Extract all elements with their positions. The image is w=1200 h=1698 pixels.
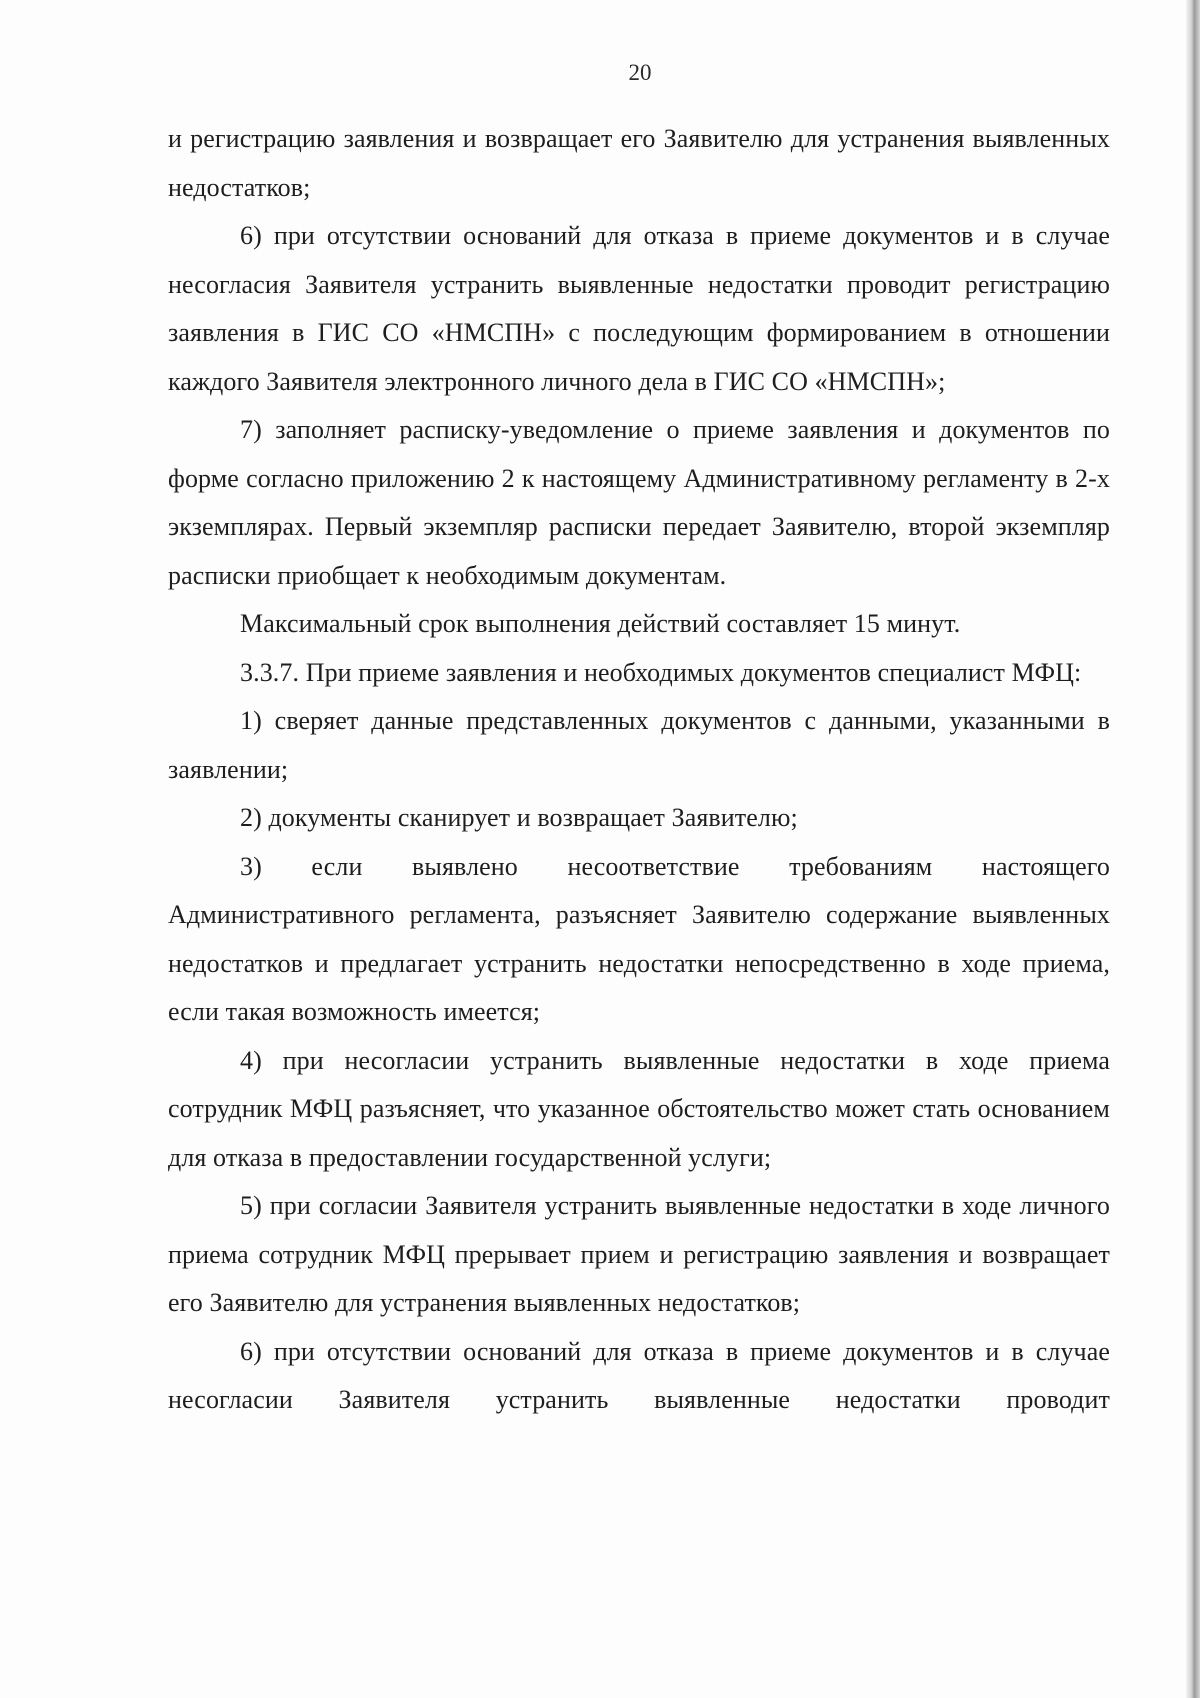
scan-edge-shadow	[1186, 0, 1200, 1698]
paragraph: 2) документы сканирует и возвращает Заявителю;	[240, 803, 798, 832]
paragraph: 1) сверяет данные представленных документов с данными, указанными в заявлении;	[168, 706, 1110, 784]
page-number: 20	[628, 60, 652, 85]
paragraph: 4) при несогласии устранить выявленные недостатки в ходе приема сотрудник МФЦ разъясняет, что указанное обстоятельство может стать основанием для отказа в предоставлении государственной услуги;	[168, 1045, 1110, 1172]
paragraph: 6) при отсутствии оснований для отказа в приеме документов и в случае несогласия Заявителя устранить выявленные недостатки проводит регистрацию заявления в ГИС СО «НМСПН» с последующим формированием в отношении каждого Заявителя электронного личного дела в ГИС СО «НМСПН»;	[168, 221, 1110, 396]
document-body	[168, 115, 1110, 1425]
paragraph: 3.3.7. При приеме заявления и необходимых документов специалист МФЦ:	[240, 657, 1082, 687]
paragraph: Максимальный срок выполнения действий составляет 15 минут.	[240, 609, 961, 638]
paragraph: 7) заполняет расписку-уведомление о приеме заявления и документов по форме согласно приложению 2 к настоящему Административному регламенту в 2-х экземплярах. Первый экземпляр расписки передает Заявителю, второй экземпляр расписки приобщает к необходимым документам.	[168, 415, 1110, 590]
paragraph: 6) при отсутствии оснований для отказа в приеме документов и в случае несогласии Заявителя устранить выявленные недостатки проводит	[168, 1336, 1110, 1414]
paragraph: 3) если выявлено несоответствие требованиям настоящего Административного регламента, разъясняет Заявителю содержание выявленных недостатков и предлагает устранить недостатки непосредственно в ходе приема, если такая возможность имеется;	[168, 851, 1110, 1026]
paragraph: 5) при согласии Заявителя устранить выявленные недостатки в ходе личного приема сотрудник МФЦ прерывает прием и регистрацию заявления и возвращает его Заявителю для устранения выявленных недостатков;	[168, 1191, 1110, 1317]
paragraph: и регистрацию заявления и возвращает его Заявителю для устранения выявленных недостатков;	[168, 124, 1110, 202]
